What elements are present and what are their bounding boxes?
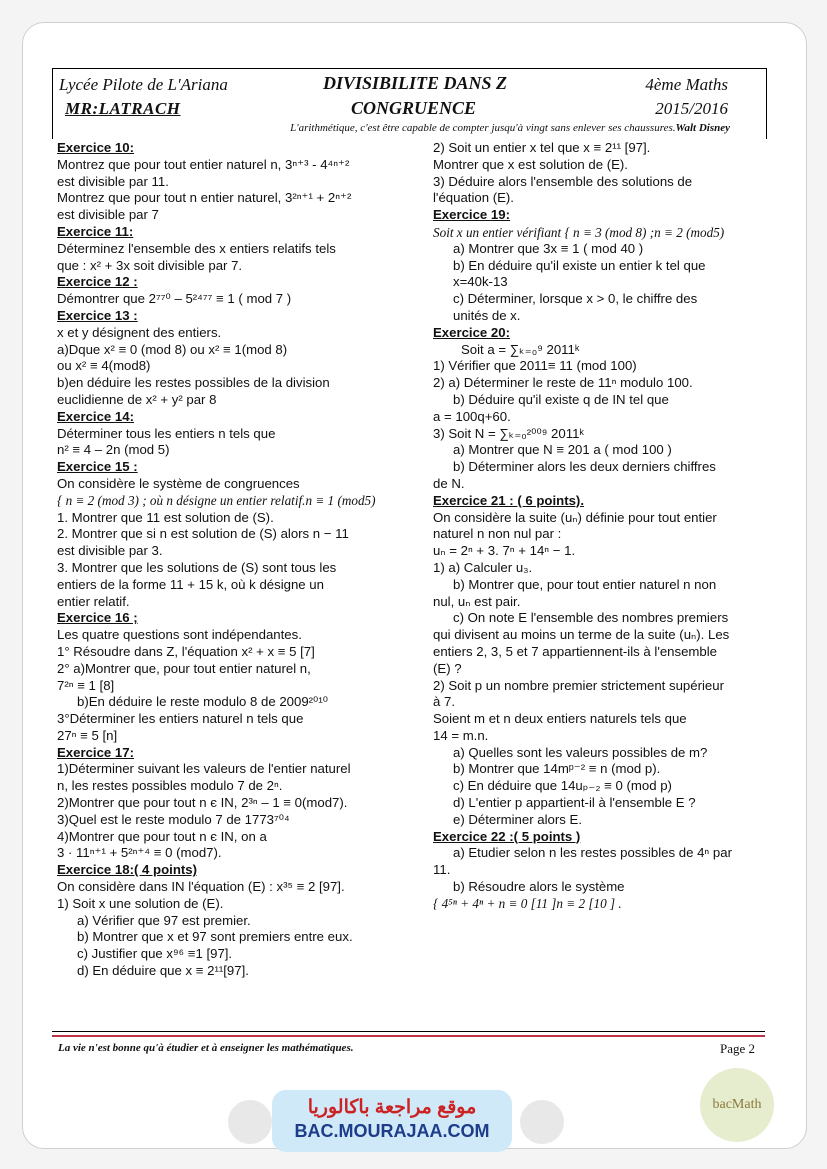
right-text-line: a) Etudier selon n les restes possibles de 4ⁿ par <box>453 845 732 861</box>
right-text-line: b) Montrer que 14mᵖ⁻² ≡ n (mod p). <box>453 761 661 777</box>
exercise-heading: Exercice 17: <box>57 744 134 760</box>
right-text-line: x=40k-13 <box>453 274 508 290</box>
exercise-heading: Exercice 19: <box>433 207 510 223</box>
right-text-line: qui divisent au moins un terme de la suite (uₙ). Les <box>433 627 730 643</box>
left-text-line: Déterminez l'ensemble des x entiers relatifs tels <box>57 240 336 256</box>
left-text-line: 7²ⁿ ≡ 1 [8] <box>57 677 115 693</box>
exercise-heading: Exercice 13 : <box>57 307 138 323</box>
right-text-line: 3) Soit N = ∑ₖ₌₀²⁰⁰⁹ 2011ᵏ <box>433 425 584 441</box>
left-text-line: que : x² + 3x soit divisible par 7. <box>57 257 243 273</box>
exercise-heading: Exercice 11: <box>57 223 134 239</box>
left-text-line: b)En déduire le reste modulo 8 de 2009²⁰¹⁰ <box>77 694 329 710</box>
left-text-line: ou x² ≡ 4(mod8) <box>57 358 151 374</box>
left-text-line: d) En déduire que x ≡ 2¹¹[97]. <box>77 963 249 979</box>
left-column <box>57 140 382 980</box>
exercise-heading: Exercice 18:( 4 points) <box>57 862 197 878</box>
school-year: 2015/2016 <box>655 99 728 118</box>
right-text-line: 3) Déduire alors l'ensemble des solutions de <box>433 173 693 189</box>
banner-url[interactable]: BAC.MOURAJAA.COM <box>294 1121 490 1141</box>
right-text-line: b) En déduire qu'il existe un entier k tel que <box>453 257 706 273</box>
left-text-line: On considère dans IN l'équation (E) : x³⁵ ≡ 2 [97]. <box>57 879 345 895</box>
right-text-line: naturel n non nul par : <box>433 526 562 542</box>
left-text-line: a) Vérifier que 97 est premier. <box>77 912 251 928</box>
right-text-line: n ≡ 2 (mod5) <box>654 224 725 240</box>
left-text-line: euclidienne de x² + y² par 8 <box>57 391 217 407</box>
site-banner[interactable] <box>272 1090 512 1152</box>
left-text-line: 1. Montrer que 11 est solution de (S). <box>57 509 274 525</box>
left-text-line: Déterminer tous les entiers n tels que <box>57 425 276 441</box>
banner-arabic: موقع مراجعة باكالوريا <box>307 1097 477 1118</box>
right-text-line: Montrer que x est solution de (E). <box>433 156 628 172</box>
right-text-line: a) Montrer que 3x ≡ 1 ( mod 40 ) <box>453 240 644 256</box>
footer-quote: La vie n'est bonne qu'à étudier et à enseigner les mathématiques. <box>58 1042 354 1054</box>
right-text-line: 1) a) Calculer u₃. <box>433 559 533 575</box>
left-text-line: 1)Déterminer suivant les valeurs de l'entier naturel <box>57 761 351 777</box>
right-text-line: a) Quelles sont les valeurs possibles de m? <box>453 744 708 760</box>
right-text-line: 1) Vérifier que 2011≡ 11 (mod 100) <box>433 358 637 374</box>
right-text-line: de N. <box>433 475 465 491</box>
right-text-line: b) Montrer que, pour tout entier naturel n non <box>453 576 717 592</box>
left-text-line: On considère le système de congruences <box>57 475 300 491</box>
left-text-line: est divisible par 3. <box>57 543 163 559</box>
left-text-line: entiers de la forme 11 + 15 k, où k désigne un <box>57 576 324 592</box>
left-text-line: b) Montrer que x et 97 sont premiers entre eux. <box>77 929 353 945</box>
right-text-line: (E) ? <box>433 660 462 676</box>
exercise-heading: Exercice 22 :( 5 points ) <box>433 828 581 844</box>
footer-divider <box>52 1031 765 1037</box>
left-text-line: 27ⁿ ≡ 5 [n] <box>57 727 118 743</box>
right-text-line: { 4⁵ⁿ + 4ⁿ + n ≡ 0 [11 ] <box>433 896 557 912</box>
exercise-heading: Exercice 21 : ( 6 points). <box>433 492 584 508</box>
right-text-line: entiers 2, 3, 5 et 7 appartiennent-ils à l'ensemble <box>433 643 718 659</box>
right-text-line: c) Déterminer, lorsque x > 0, le chiffre des <box>453 291 698 307</box>
site-logo-icon <box>520 1100 564 1144</box>
right-column <box>433 140 760 913</box>
exercise-heading: Exercice 15 : <box>57 459 138 475</box>
right-text-line: d) L'entier p appartient-il à l'ensemble E ? <box>453 795 696 811</box>
left-text-line: Les quatre questions sont indépendantes. <box>57 627 302 643</box>
site-logo-icon <box>228 1100 272 1144</box>
right-text-line: Soient m et n deux entiers naturels tels que <box>433 711 687 727</box>
right-text-line: b) Déterminer alors les deux derniers chiffres <box>453 459 716 475</box>
left-text-line: 2)Montrer que pour tout n є IN, 2³ⁿ – 1 ≡ 0(mod7). <box>57 795 348 811</box>
right-text-line: 14 = m.n. <box>433 727 489 743</box>
right-text-line: nul, uₙ est pair. <box>433 593 521 609</box>
right-text-line: e) Déterminer alors E. <box>453 811 582 827</box>
left-text-line: Démontrer que 2⁷⁷⁰ – 5²⁴⁷⁷ ≡ 1 ( mod 7 ) <box>57 291 292 307</box>
left-text-line: est divisible par 11. <box>57 173 169 189</box>
teacher-name: MR:LATRACH <box>65 99 181 118</box>
school-name: Lycée Pilote de L'Ariana <box>59 75 228 94</box>
left-text-line: n² ≡ 4 – 2n (mod 5) <box>57 442 170 458</box>
right-text-line: unités de x. <box>453 307 521 323</box>
right-text-line: 2) a) Déterminer le reste de 11ⁿ modulo 100. <box>433 375 693 391</box>
left-text-line: n ≡ 1 (mod5) <box>305 493 376 509</box>
right-text-line: 2) Soit un entier x tel que x ≡ 2¹¹ [97]. <box>433 140 651 155</box>
left-text-line: Montrez que pour tout n entier naturel, 3²ⁿ⁺¹ + 2ⁿ⁺² <box>57 190 352 206</box>
left-text-line: 3)Quel est le reste modulo 7 de 1773⁷⁰⁴ <box>57 811 290 827</box>
left-text-line: a)Dque x² ≡ 0 (mod 8) ou x² ≡ 1(mod 8) <box>57 341 288 357</box>
right-text-line: On considère la suite (uₙ) définie pour tout entier <box>433 509 717 525</box>
left-text-line: est divisible par 7 <box>57 207 159 223</box>
right-text-line: c) On note E l'ensemble des nombres premiers <box>453 610 729 626</box>
left-text-line: 1° Résoudre dans Z, l'équation x² + x ≡ 5 [7] <box>57 643 315 659</box>
left-text-line: 2° a)Montrer que, pour tout entier naturel n, <box>57 660 311 676</box>
left-text-line: 3. Montrer que les solutions de (S) sont tous les <box>57 559 337 575</box>
left-text-line: 3 · 11ⁿ⁺¹ + 5²ⁿ⁺⁴ ≡ 0 (mod7). <box>57 845 222 861</box>
doc-title: DIVISIBILITE DANS Z <box>323 73 508 93</box>
quote-author: Walt Disney <box>675 122 730 134</box>
right-text-line: b) Déduire qu'il existe q de IN tel que <box>453 391 669 407</box>
left-text-line: c) Justifier que x⁹⁶ ≡1 [97]. <box>77 946 233 962</box>
left-text-line: 1) Soit x une solution de (E). <box>57 895 224 911</box>
left-text-line: Montrez que pour tout entier naturel n, 3ⁿ⁺³ - 4⁴ⁿ⁺² <box>57 156 350 172</box>
class-level: 4ème Maths <box>645 75 728 94</box>
left-text-line: { n ≡ 2 (mod 3) ; où n désigne un entier relatif. <box>57 493 306 509</box>
left-text-line: n, les restes possibles modulo 7 de 2ⁿ. <box>57 778 283 794</box>
bacmath-logo: bacMath <box>700 1068 774 1142</box>
left-text-line: 2. Montrer que si n est solution de (S) alors n − 11 <box>57 526 349 542</box>
right-text-line: à 7. <box>433 694 455 710</box>
exercise-heading: Exercice 12 : <box>57 274 138 290</box>
right-text-line: b) Résoudre alors le système <box>453 879 625 895</box>
right-text-line: a = 100q+60. <box>433 408 511 424</box>
right-text-line: l'équation (E). <box>433 190 514 206</box>
exercise-heading: Exercice 10: <box>57 140 134 155</box>
left-text-line: 3°Déterminer les entiers naturel n tels que <box>57 711 304 727</box>
right-text-line: Soit x un entier vérifiant { n ≡ 3 (mod 8) ; <box>433 224 655 240</box>
right-text-line: 2) Soit p un nombre premier strictement supérieur <box>433 677 724 693</box>
left-text-line: b)en déduire les restes possibles de la division <box>57 375 330 391</box>
right-text-line: c) En déduire que 14uₚ₋₂ ≡ 0 (mod p) <box>453 778 672 794</box>
header-quote <box>290 122 730 134</box>
right-text-line: a) Montrer que N ≡ 201 a ( mod 100 ) <box>453 442 672 458</box>
doc-subtitle: CONGRUENCE <box>351 98 477 118</box>
left-text-line: x et y désignent des entiers. <box>57 324 222 340</box>
page-number: Page 2 <box>720 1041 756 1056</box>
document-header <box>52 68 767 139</box>
left-text-line: 4)Montrer que pour tout n є IN, on a <box>57 828 267 844</box>
exercise-heading: Exercice 14: <box>57 408 134 424</box>
right-text-line: 11. <box>433 862 451 878</box>
right-text-line: n ≡ 2 [10 ] . <box>556 896 622 912</box>
quote-text: L'arithmétique, c'est être capable de compter jusqu'à vingt sans enlever ses chaussures. <box>290 122 676 134</box>
right-text-line: Soit a = ∑ₖ₌₀⁹ 2011ᵏ <box>461 341 580 357</box>
exercise-heading: Exercice 16 ; <box>57 610 138 626</box>
right-text-line: uₙ = 2ⁿ + 3. 7ⁿ + 14ⁿ − 1. <box>433 543 576 559</box>
left-text-line: entier relatif. <box>57 593 130 609</box>
exercise-heading: Exercice 20: <box>433 324 510 340</box>
